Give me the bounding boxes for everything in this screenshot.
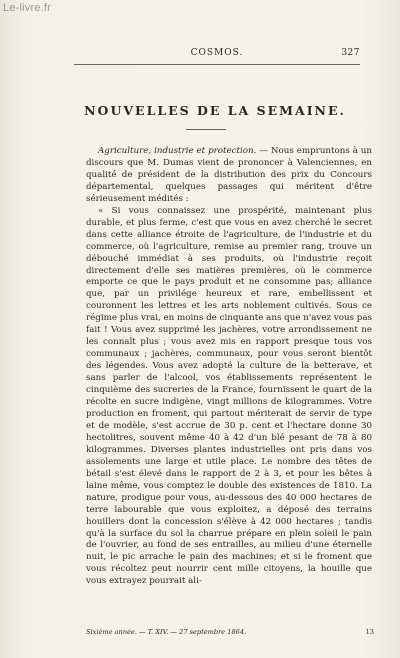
signature-mark: 13 <box>365 628 374 636</box>
header-rule <box>74 64 360 65</box>
page-number: 327 <box>341 48 360 58</box>
running-header <box>74 48 360 62</box>
quote-paragraph: « Si vous connaissez une prospérité, maintenant plus durable, et plus ferme, c'est que vous en avez cherché le secret dans cette alliance étroite de l'agriculture, de l'industrie et du commerce, où l'agriculture, remise au premier rang, trouve un débouché immédiat à ses produits, où l'industrie reçoit directement d'elle ses matières premières, où le commerce emporte ce que le pays produit et ne consomme pas; alliance que, par un privilége heureux et rare, embellissent et couronnent les lettres et les arts noblement cultivés. Sous ce régime plus vrai, en moins de cinquante ans que n'avez vous pas fait ! Vous avez supprimé les jachères, votre arrondissement ne les connaît plus ; vous avez mis en rapport presque tous vos communaux ; jachères, communaux, pour vous seront bientôt des légendes. Vous avez adopté la culture de la betterave, et sans parler de l'alcool, vos établissements représentent le cinquième des sucreries de la France, fournissent le quart de la récolte en sucre indigène, vingt millions de kilogrammes. Votre production en froment, qui partout mériterait de servir de type et de modèle, s'est accrue de 30 p. cent et l'hectare donne 30 hectolitres, souvent même 40 à 42 d'un blé pesant de 78 à 80 kilogrammes. Diverses plantes industrielles ont pris dans vos assolements une large et utile place. Le nombre des têtes de bétail s'est élevé dans le rapport de 2 à 3, et pour les bêtes à laine même, vous comptez le double des existences de 1810. La nature, prodigue pour vous, au-dessous des 40 000 hectares de terre labourable que vous exploitez, a déposé des terrains houillers dont la concession s'élève à 42 000 hectares ; tandis qu'à la surface du sol la charrue prépare en plein soleil le pain de l'ouvrier, au fond de ses entrailles, au milieu d'une éternelle nuit, le pic arrache le pain des machines; et si le froment que vous récoltez peut nourrir cent mille citoyens, la houille que vous extrayez pourrait ali- <box>86 205 372 587</box>
watermark-text: Le-livre.fr <box>3 2 52 14</box>
edition-line: Sixième année. — T. XIV. — 27 septembre 1864. <box>86 628 247 636</box>
section-heading: Agriculture, industrie et protection. <box>98 146 257 156</box>
section-title: NOUVELLES DE LA SEMAINE. <box>84 103 346 118</box>
intro-paragraph <box>86 146 372 206</box>
article-body <box>86 146 372 588</box>
intro-text: — Nous empruntons à un discours que M. Dumas vient de prononcer à Valenciennes, en qualité de président de la distribution des prix du Concours départemental, quelques passages qui méritent d'être sérieusement médités : <box>86 146 372 204</box>
page-footer <box>86 628 374 637</box>
running-title: COSMOS. <box>190 48 244 58</box>
title-rule <box>186 129 226 130</box>
